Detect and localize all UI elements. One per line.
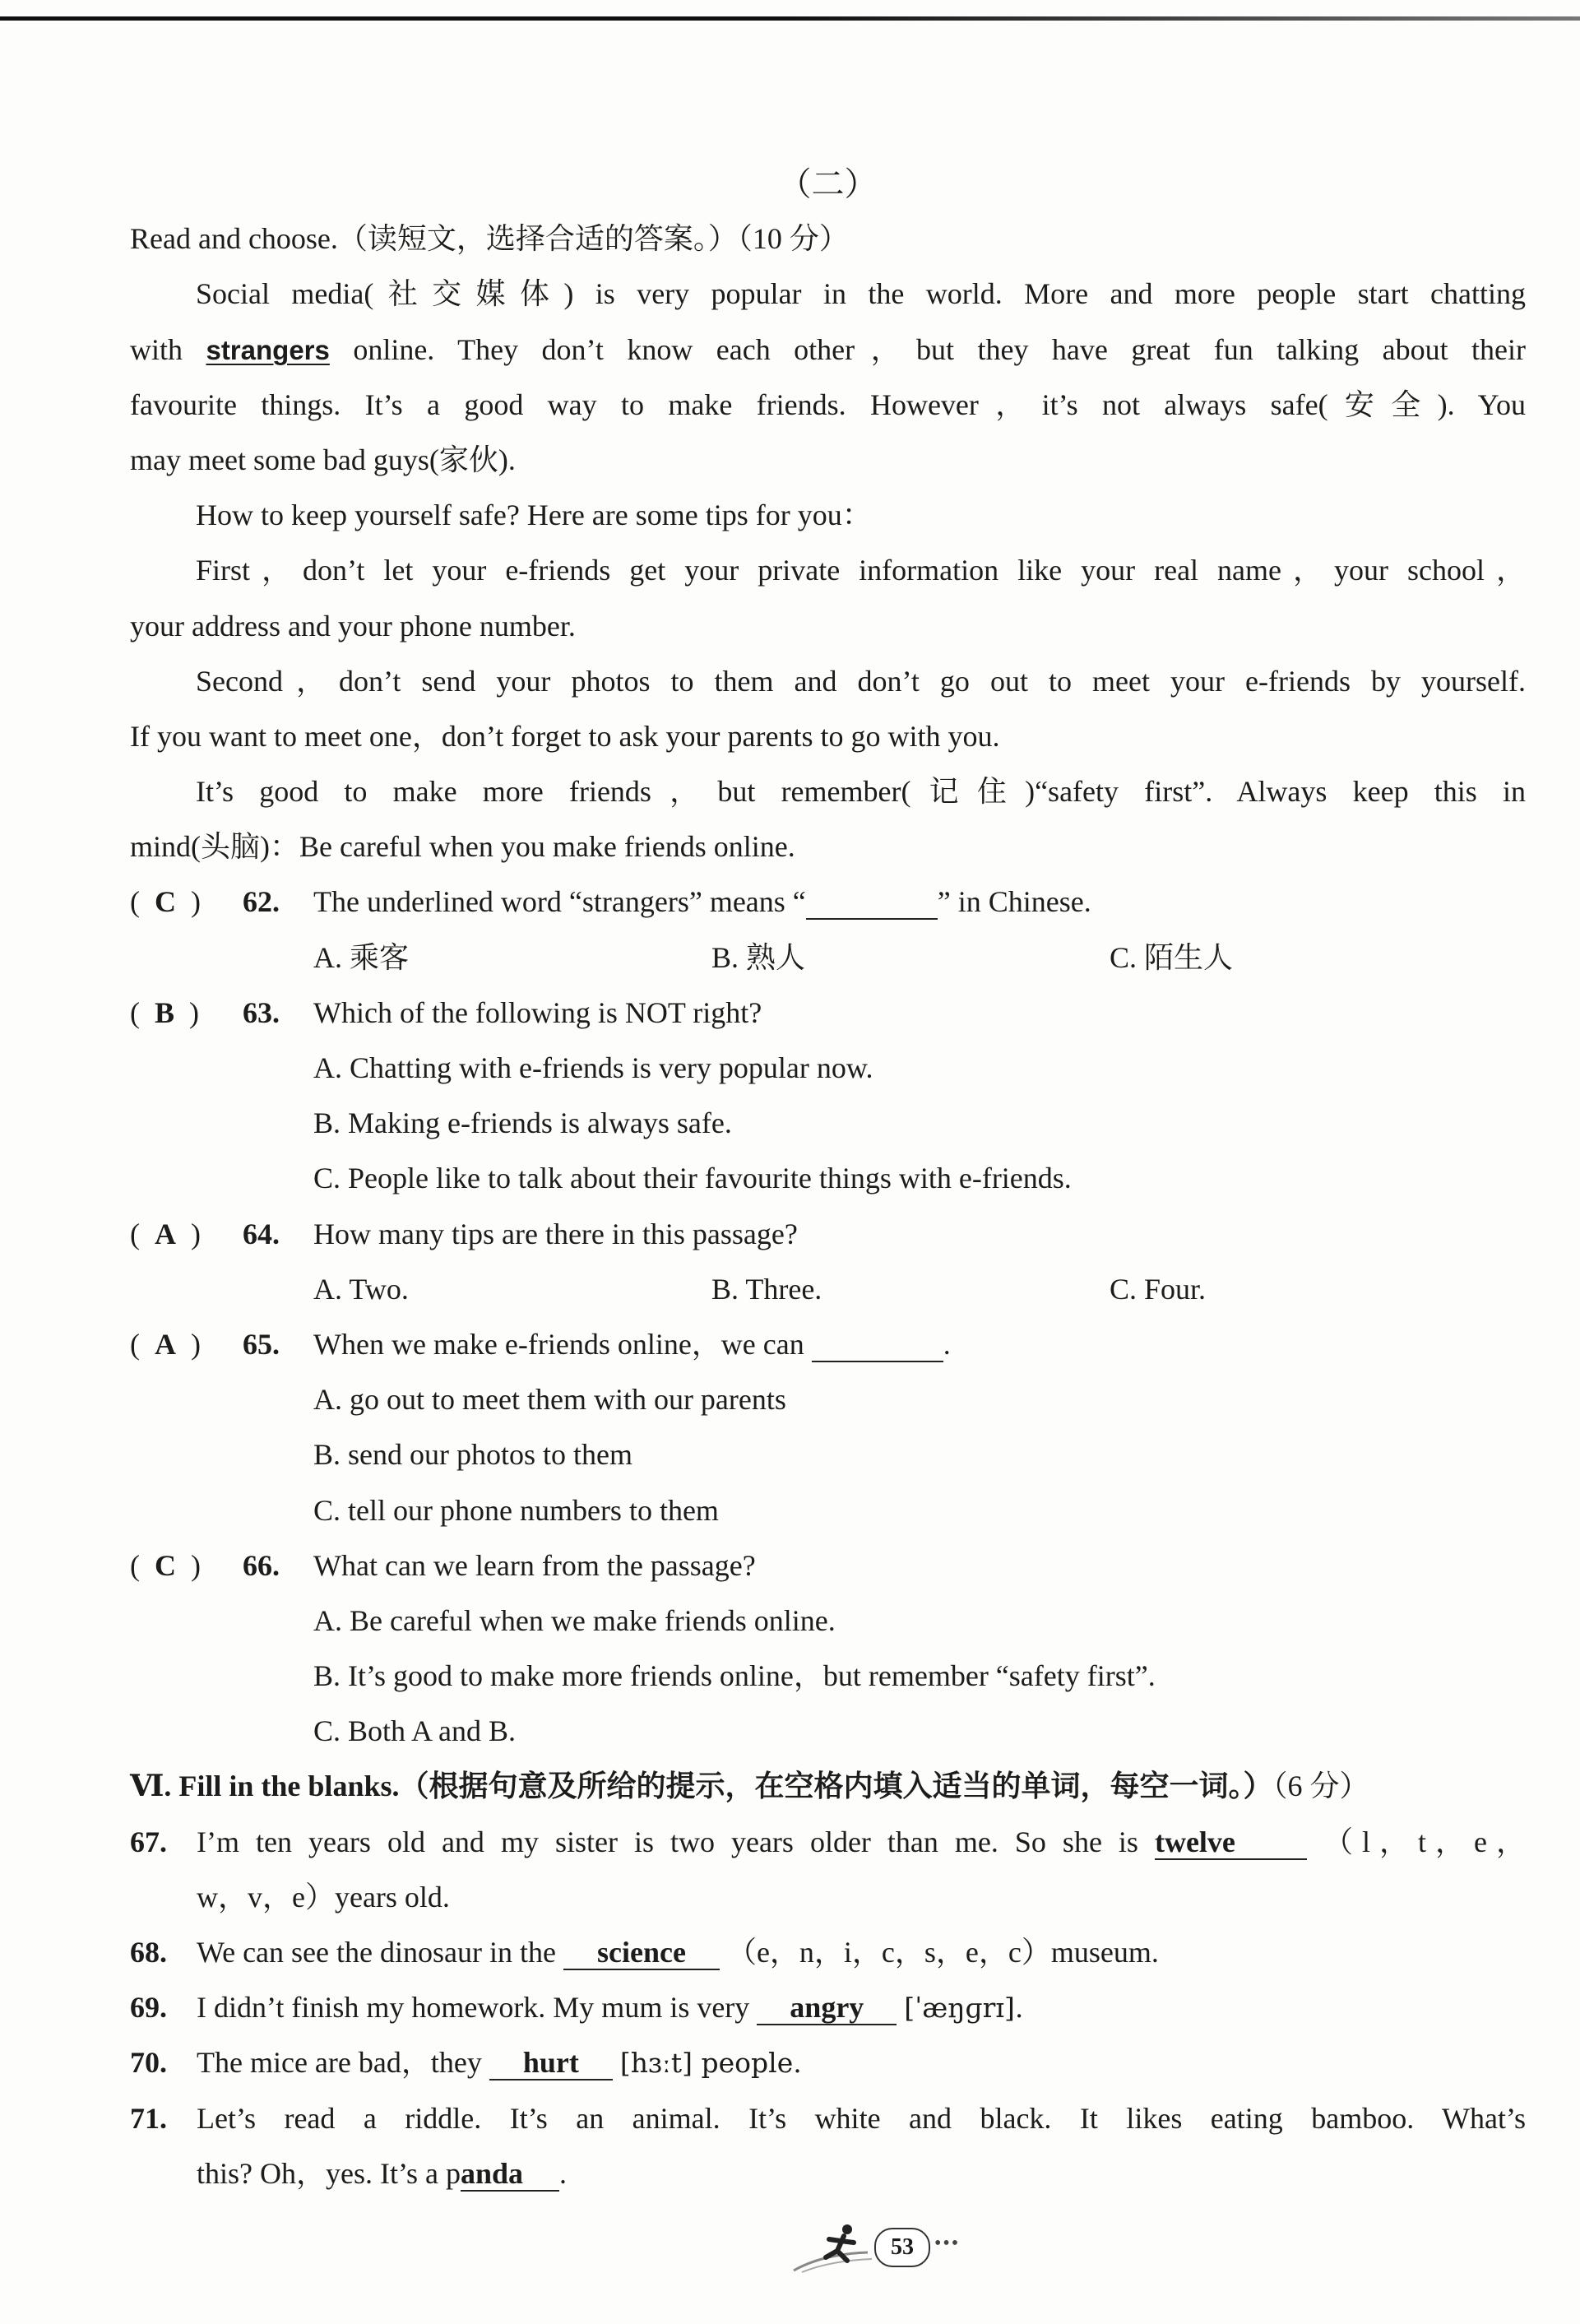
question-64 [130, 1207, 1526, 1262]
filled-answer: angry [757, 1991, 897, 2025]
passage-line: favourite things. It’s a good way to make friends. However，it’s not always safe(安全). You [130, 387, 1526, 421]
filled-answer: hurt [489, 2046, 613, 2080]
question-63 [130, 986, 1526, 1041]
passage-line: If you want to meet one，don’t forget to ask your parents to go with you. [130, 719, 1000, 753]
answer-blank [806, 885, 938, 920]
question-62 [130, 874, 1526, 930]
fill-question-71-cont: this? Oh，yes. It’s a panda . [197, 2156, 567, 2190]
answer-letter: C [155, 885, 176, 919]
fill-question-68 [130, 1925, 1526, 1980]
answer-letter: B [155, 995, 175, 1029]
answer-letter: A [155, 1327, 176, 1361]
option-a: A. go out to meet them with our parents [313, 1383, 786, 1417]
section-title: （二） [778, 165, 878, 202]
fill-question-71 [130, 2091, 1526, 2146]
answer-paren: ( A ) [130, 1327, 201, 1361]
page-footer [790, 2221, 987, 2279]
question-stem: Let’s read a riddle. It’s an animal. It’s white and black. It likes eating bamboo. What’s [197, 2101, 1526, 2135]
question-stem: I didn’t finish my homework. My mum is very angry [ˈæŋɡrɪ]. [197, 1991, 1024, 2025]
answer-paren: ( A ) [130, 1217, 201, 1250]
question-stem: The mice are bad，they hurt [hɜːt] people. [197, 2046, 802, 2080]
question-number: 71. [130, 2101, 167, 2135]
answer-letter: A [155, 1217, 176, 1250]
fill-question-67-cont: w，v，e）years old. [197, 1880, 450, 1913]
page-number: 53 [874, 2228, 930, 2267]
passage-line: Social media(社交媒体) is very popular in the world. More and more people start chatting [196, 277, 1526, 311]
options-row [130, 1262, 1526, 1317]
fill-question-70 [130, 2035, 1526, 2090]
answer-blank [812, 1328, 943, 1362]
passage-line: First，don’t let your e-friends get your private information like your real name，your school， [196, 554, 1526, 587]
part-title: Fill in the blanks.（根据句意及所给的提示，在空格内填入适当的单词，每空一词。） [178, 1770, 1273, 1803]
passage-line: Second，don’t send your photos to them and don’t go out to meet your e-friends by yourself. [196, 664, 1526, 698]
question-number: 69. [130, 1991, 167, 2025]
top-rule [0, 16, 1580, 21]
answer-letter: C [155, 1548, 176, 1582]
question-stem: How many tips are there in this passage? [313, 1217, 798, 1250]
answer-paren: ( C ) [130, 885, 201, 919]
options-row [130, 930, 1526, 986]
question-stem: When we make e-friends online，we can . [313, 1327, 951, 1361]
option-c: C. Both A and B. [313, 1714, 517, 1748]
passage-line: It’s good to make more friends，but remember(记住)“safety first”. Always keep this in [196, 775, 1526, 809]
passage-line: may meet some bad guys(家伙). [130, 443, 516, 476]
question-number: 70. [130, 2046, 167, 2080]
question-number: 62. [243, 885, 280, 919]
option-b: B. send our photos to them [313, 1438, 632, 1472]
answer-paren: ( C ) [130, 1548, 201, 1582]
option-c: C. Four. [1110, 1272, 1207, 1306]
question-stem: The underlined word “strangers” means “ ” in Chinese. [313, 885, 1091, 919]
question-65 [130, 1317, 1526, 1372]
question-number: 63. [243, 995, 280, 1029]
passage-line: with strangers online. They don’t know each other，but they have great fun talking about their [130, 332, 1526, 366]
question-stem: I’m ten years old and my sister is two years older than me. So she is twelve （l，t，e， [197, 1825, 1526, 1858]
question-stem: What can we learn from the passage? [313, 1548, 756, 1582]
option-a: A. Two. [313, 1272, 409, 1306]
option-c: C. People like to talk about their favourite things with e-friends. [313, 1162, 1072, 1195]
passage-line: your address and your phone number. [130, 609, 576, 642]
question-number: 67. [130, 1825, 167, 1858]
question-stem: Which of the following is NOT right? [313, 995, 762, 1029]
underlined-word: strangers [206, 334, 330, 365]
filled-answer: twelve [1155, 1825, 1307, 1860]
passage-line: How to keep yourself safe? Here are some tips for you： [196, 499, 872, 532]
worksheet-page [130, 156, 1526, 2201]
question-number: 65. [243, 1327, 280, 1361]
question-66 [130, 1538, 1526, 1593]
fill-question-67 [130, 1815, 1526, 1870]
question-number: 66. [243, 1548, 280, 1582]
option-a: A. 乘客 [313, 940, 409, 974]
question-number: 68. [130, 1936, 167, 1969]
option-b: B. It’s good to make more friends online，but remember “safety first”. [313, 1659, 1156, 1693]
part-numeral: Ⅵ. [130, 1770, 172, 1803]
runner-logo-icon [790, 2221, 880, 2279]
passage-line: mind(头脑)：Be careful when you make friends online. [130, 830, 795, 864]
option-b: B. Making e-friends is always safe. [313, 1106, 732, 1140]
option-a: A. Be careful when we make friends online. [313, 1603, 836, 1637]
question-number: 64. [243, 1217, 280, 1250]
footer-dots-icon: ••• [934, 2233, 961, 2254]
option-c: C. 陌生人 [1110, 940, 1234, 974]
option-c: C. tell our phone numbers to them [313, 1493, 719, 1527]
option-b: B. 熟人 [711, 940, 806, 974]
option-a: A. Chatting with e-friends is very popular now. [313, 1051, 873, 1084]
answer-paren: ( B ) [130, 995, 200, 1029]
fill-question-69 [130, 1980, 1526, 2035]
instruction: Read and choose.（读短文，选择合适的答案。）（10 分） [130, 222, 849, 256]
reading-passage [130, 267, 1526, 874]
filled-answer: science [563, 1936, 720, 1970]
part-6-heading [130, 1759, 1526, 1814]
filled-answer: anda [461, 2157, 559, 2192]
question-stem: We can see the dinosaur in the science （e，n，i，c，s，e，c）museum. [197, 1936, 1159, 1969]
option-b: B. Three. [711, 1272, 822, 1306]
part-score: （6 分） [1272, 1770, 1369, 1803]
